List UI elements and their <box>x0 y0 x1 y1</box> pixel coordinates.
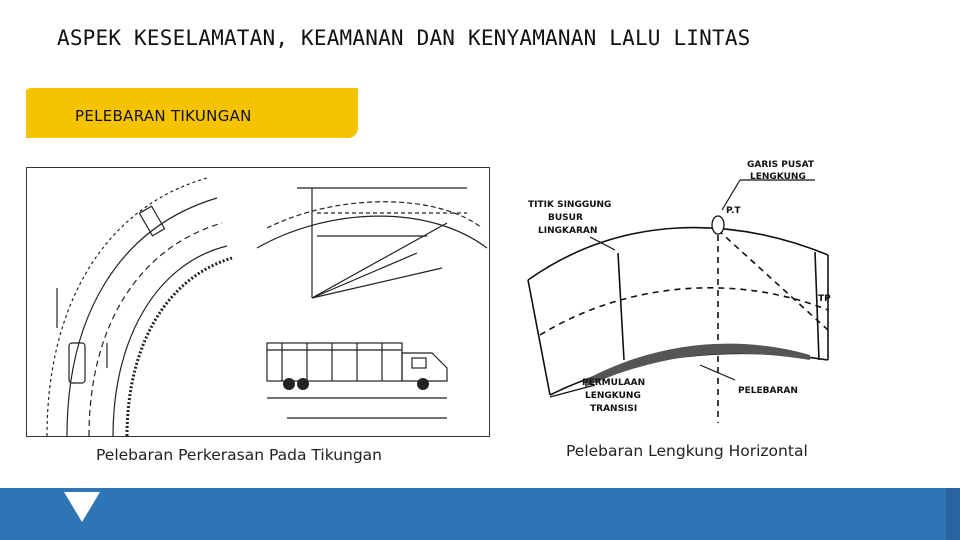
footer-strip <box>946 488 960 540</box>
road-widening-figure <box>26 167 490 437</box>
label-pelebaran: PELEBARAN <box>738 386 798 396</box>
label-transisi: TRANSISI <box>590 404 638 414</box>
triangle-marker-icon <box>64 492 100 522</box>
road-widening-drawing <box>27 168 489 436</box>
right-figure-caption: Pelebaran Lengkung Horizontal <box>566 442 808 460</box>
label-titik-singgung: TITIK SINGGUNG <box>528 200 612 210</box>
label-busur: BUSUR <box>548 213 583 223</box>
left-figure-caption: Pelebaran Perkerasan Pada Tikungan <box>96 446 383 464</box>
section-tag <box>26 88 358 138</box>
label-garis-pusat: GARIS PUSAT <box>747 160 815 170</box>
label-pt: P.T <box>726 206 741 216</box>
label-lengkung: LENGKUNG <box>750 172 806 182</box>
label-tp: TP <box>818 294 831 304</box>
section-tag-label: PELEBARAN TIKUNGAN <box>75 107 252 125</box>
page-title: ASPEK KESELAMATAN, KEAMANAN DAN KENYAMANAN LALU LINTAS <box>57 26 751 50</box>
curve-widening-figure <box>510 155 840 430</box>
label-lingkaran: LINGKARAN <box>538 226 598 236</box>
label-lengkung-2: LENGKUNG <box>585 391 641 401</box>
footer-bar <box>0 488 960 540</box>
label-permulaan: PERMULAAN <box>582 378 646 388</box>
curve-widening-drawing <box>510 155 840 430</box>
